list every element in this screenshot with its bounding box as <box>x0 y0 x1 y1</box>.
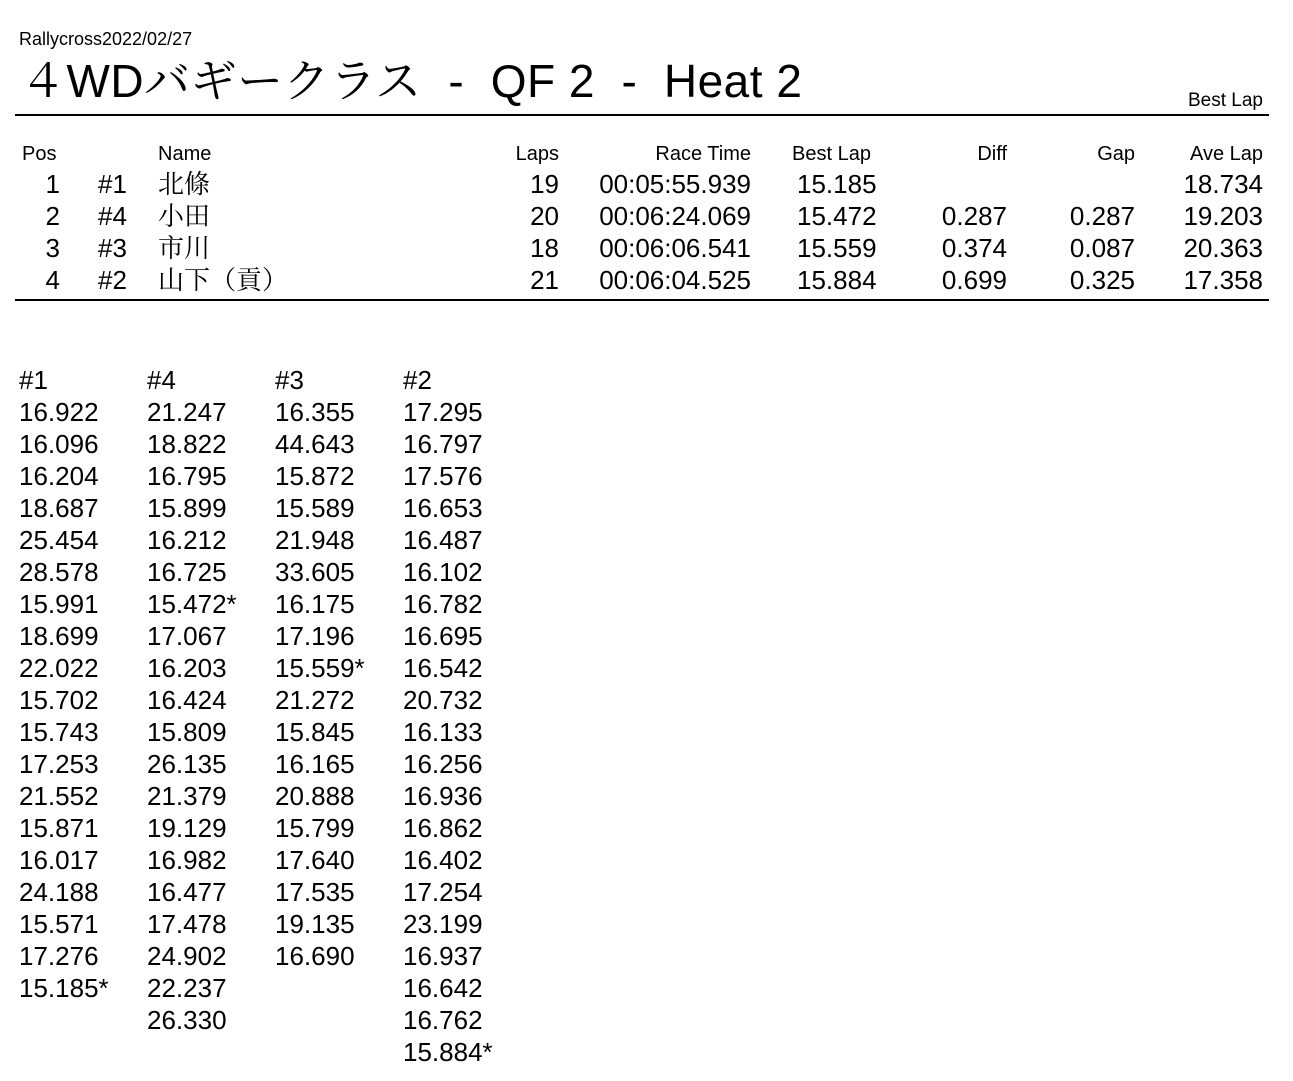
lap-time: 15.991 <box>19 589 99 619</box>
result-laps: 18 <box>530 233 559 263</box>
result-gap: 0.325 <box>1069 265 1135 295</box>
result-race-time: 00:06:24.069 <box>599 201 751 231</box>
lap-time: 21.552 <box>19 781 99 811</box>
result-number: #3 <box>98 233 127 263</box>
header-laps: Laps <box>515 143 559 165</box>
lap-times-table <box>19 364 531 1068</box>
result-ave-lap: 17.358 <box>1183 265 1263 295</box>
lap-time: 44.643 <box>275 429 355 459</box>
results-row <box>0 232 1293 264</box>
lap-time: 17.254 <box>403 877 483 907</box>
lap-time: 15.884* <box>403 1037 493 1067</box>
result-number: #1 <box>98 169 127 199</box>
lap-time: 16.690 <box>275 941 355 971</box>
header-pos: Pos <box>22 143 57 165</box>
lap-time: 15.185* <box>19 973 109 1003</box>
results-row <box>0 264 1293 296</box>
event-date-label: Rallycross2022/02/27 <box>19 29 193 49</box>
lap-time: 16.725 <box>147 557 227 587</box>
lap-time: 22.237 <box>147 973 227 1003</box>
lap-time: 23.199 <box>403 909 483 939</box>
lap-column-header: #3 <box>275 365 304 395</box>
lap-time: 22.022 <box>19 653 99 683</box>
result-pos: 3 <box>45 233 60 263</box>
result-diff: 0.374 <box>941 233 1007 263</box>
lap-time: 26.330 <box>147 1005 227 1035</box>
lap-time: 21.948 <box>275 525 355 555</box>
lap-time: 21.272 <box>275 685 355 715</box>
lap-column-header: #4 <box>147 365 176 395</box>
lap-time: 15.743 <box>19 717 99 747</box>
result-best-lap: 15.472 <box>797 201 877 231</box>
page-title: ４WDバギークラス - QF 2 - Heat 2 <box>20 55 803 107</box>
lap-time: 17.253 <box>19 749 99 779</box>
result-best-lap: 15.185 <box>797 169 877 199</box>
lap-time: 17.067 <box>147 621 227 651</box>
results-row <box>0 200 1293 232</box>
lap-column <box>147 364 275 1068</box>
lap-time: 17.478 <box>147 909 227 939</box>
lap-time: 21.379 <box>147 781 227 811</box>
lap-time: 16.487 <box>403 525 483 555</box>
result-diff: 0.699 <box>941 265 1007 295</box>
lap-time: 15.702 <box>19 685 99 715</box>
lap-time: 15.872 <box>275 461 355 491</box>
lap-time: 15.809 <box>147 717 227 747</box>
lap-time: 16.175 <box>275 589 355 619</box>
lap-column <box>19 364 147 1068</box>
lap-time: 20.888 <box>275 781 355 811</box>
lap-time: 16.102 <box>403 557 483 587</box>
result-laps: 19 <box>530 169 559 199</box>
lap-time: 16.762 <box>403 1005 483 1035</box>
lap-time: 16.096 <box>19 429 99 459</box>
result-ave-lap: 19.203 <box>1183 201 1263 231</box>
header-name: Name <box>158 143 212 165</box>
lap-time: 16.424 <box>147 685 227 715</box>
lap-time: 15.799 <box>275 813 355 843</box>
lap-time: 15.571 <box>19 909 99 939</box>
lap-time: 24.188 <box>19 877 99 907</box>
lap-time: 16.212 <box>147 525 227 555</box>
lap-time: 15.559* <box>275 653 365 683</box>
lap-time: 16.204 <box>19 461 99 491</box>
lap-column <box>275 364 403 1068</box>
lap-time: 15.871 <box>19 813 99 843</box>
lap-time: 17.295 <box>403 397 483 427</box>
lap-time: 16.165 <box>275 749 355 779</box>
lap-time: 16.203 <box>147 653 227 683</box>
lap-time: 16.653 <box>403 493 483 523</box>
lap-time: 16.936 <box>403 781 483 811</box>
lap-column <box>403 364 531 1068</box>
result-name: 市川 <box>158 233 211 263</box>
result-number: #4 <box>98 201 127 231</box>
lap-time: 16.355 <box>275 397 355 427</box>
result-laps: 20 <box>530 201 559 231</box>
result-gap: 0.287 <box>1069 201 1135 231</box>
result-race-time: 00:06:04.525 <box>599 265 751 295</box>
lap-time: 17.576 <box>403 461 483 491</box>
lap-time: 18.822 <box>147 429 227 459</box>
result-race-time: 00:06:06.541 <box>599 233 751 263</box>
top-divider <box>15 114 1269 116</box>
results-header-row <box>0 140 1293 168</box>
header-race-time: Race Time <box>655 143 751 165</box>
bottom-divider <box>15 299 1269 301</box>
result-laps: 21 <box>530 265 559 295</box>
result-best-lap: 15.884 <box>797 265 877 295</box>
lap-time: 21.247 <box>147 397 227 427</box>
result-ave-lap: 18.734 <box>1183 169 1263 199</box>
lap-time: 16.795 <box>147 461 227 491</box>
lap-time: 18.687 <box>19 493 99 523</box>
lap-time: 15.899 <box>147 493 227 523</box>
result-pos: 2 <box>45 201 60 231</box>
lap-time: 16.982 <box>147 845 227 875</box>
results-table <box>0 140 1293 296</box>
lap-time: 33.605 <box>275 557 355 587</box>
lap-time: 26.135 <box>147 749 227 779</box>
lap-time: 20.732 <box>403 685 483 715</box>
lap-time: 16.542 <box>403 653 483 683</box>
lap-time: 17.640 <box>275 845 355 875</box>
header-best-lap: Best Lap <box>792 143 871 165</box>
result-name: 山下（貢） <box>158 265 289 295</box>
result-gap: 0.087 <box>1069 233 1135 263</box>
result-pos: 1 <box>45 169 60 199</box>
lap-time: 16.017 <box>19 845 99 875</box>
header-diff: Diff <box>977 143 1007 165</box>
lap-time: 19.135 <box>275 909 355 939</box>
result-name: 北條 <box>158 169 211 199</box>
lap-time: 18.699 <box>19 621 99 651</box>
lap-time: 16.782 <box>403 589 483 619</box>
lap-time: 17.196 <box>275 621 355 651</box>
lap-column-header: #1 <box>19 365 48 395</box>
lap-time: 15.845 <box>275 717 355 747</box>
lap-time: 28.578 <box>19 557 99 587</box>
header-ave-lap: Ave Lap <box>1189 143 1263 165</box>
lap-time: 16.477 <box>147 877 227 907</box>
lap-time: 16.133 <box>403 717 483 747</box>
result-pos: 4 <box>45 265 60 295</box>
lap-time: 16.862 <box>403 813 483 843</box>
lap-time: 16.402 <box>403 845 483 875</box>
lap-time: 25.454 <box>19 525 99 555</box>
result-number: #2 <box>98 265 127 295</box>
lap-time: 16.695 <box>403 621 483 651</box>
lap-time: 16.797 <box>403 429 483 459</box>
lap-time: 16.642 <box>403 973 483 1003</box>
result-race-time: 00:05:55.939 <box>599 169 751 199</box>
result-diff: 0.287 <box>941 201 1007 231</box>
lap-time: 16.922 <box>19 397 99 427</box>
result-name: 小田 <box>158 201 211 231</box>
lap-time: 16.256 <box>403 749 483 779</box>
lap-time: 15.589 <box>275 493 355 523</box>
result-best-lap: 15.559 <box>797 233 877 263</box>
lap-time: 17.535 <box>275 877 355 907</box>
lap-time: 15.472* <box>147 589 237 619</box>
result-ave-lap: 20.363 <box>1183 233 1263 263</box>
lap-time: 16.937 <box>403 941 483 971</box>
best-lap-note: Best Lap <box>1188 90 1263 111</box>
lap-time: 17.276 <box>19 941 99 971</box>
lap-time: 24.902 <box>147 941 227 971</box>
lap-time: 19.129 <box>147 813 227 843</box>
results-row <box>0 168 1293 200</box>
header-gap: Gap <box>1097 143 1135 165</box>
lap-column-header: #2 <box>403 365 432 395</box>
